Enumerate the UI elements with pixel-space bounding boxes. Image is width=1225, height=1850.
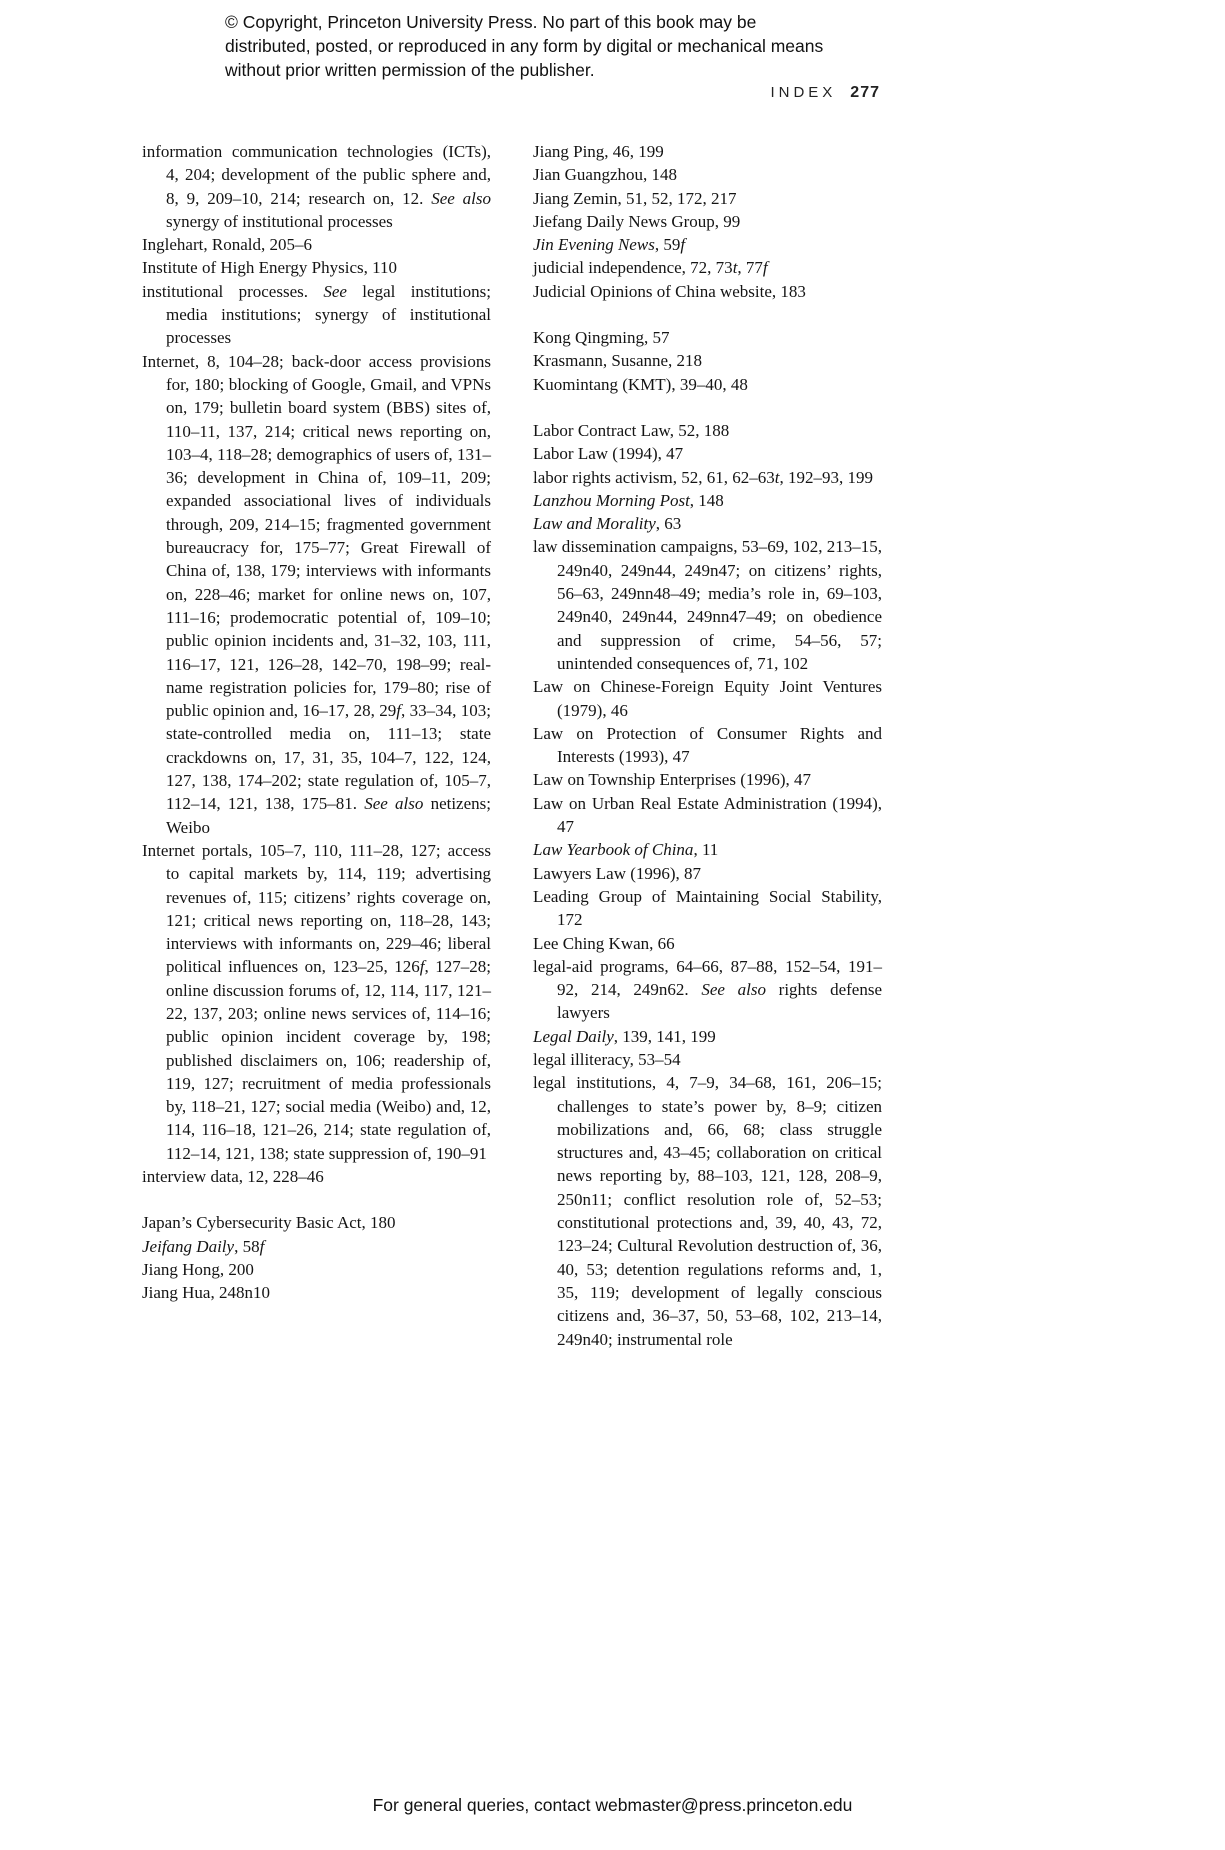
index-entry-text-segment: , 192–93, 199 [779,467,873,487]
index-entry-text-segment: Law on Protection of Consumer Rights and Interests (1993), 47 [533,723,882,767]
index-entry [533,163,882,186]
index-entry-text-segment: Labor Contract Law, 52, 188 [533,420,730,440]
index-entry-text-segment: Institute of High Energy Physics, 110 [142,258,397,278]
index-entry [533,489,882,512]
running-head [770,84,880,102]
index-entry-text-segment: Internet, 8, 104–28; back-door access provisions for, 180; blocking of Google, Gmail, and VPNs on, 179; bulletin board system (BBS) sites of, 110–11, 137, 214; critical news reporting on, 103–4, 118–28; demographics of users of, 131–36; development in China of, 109–11, 209; expanded associational lives of individuals through, 209, 214–15; fragmented government bureaucracy for, 175–77; Great Firewall of China of, 138, 179; interviews with informants on, 228–46; market for online news on, 107, 111–16; prodemocratic potential of, 109–10; public opinion incidents and, 31–32, 103, 111, 116–17, 121, 126–28, 142–70, 198–99; real-name registration policies for, 179–80; rise of public opinion and, 16–17, 28, 29 [142,351,491,721]
index-entry-text-segment: , 77 [737,258,763,278]
index-entry-text-segment: Inglehart, Ronald, 205–6 [142,235,312,255]
index-entry [142,350,491,839]
index-columns [142,140,882,1351]
index-entry [533,373,882,396]
index-entry [142,1235,491,1258]
index-entry [142,280,491,350]
index-entry [533,768,882,791]
index-entry-text-segment: Japan’s Cybersecurity Basic Act, 180 [142,1213,396,1233]
index-entry-italic-segment: f [396,701,401,721]
index-entry-text-segment: synergy of institutional processes [166,211,393,231]
index-entry [142,1281,491,1304]
index-entry-text-segment: Kong Qingming, 57 [533,328,670,348]
index-entry-text-segment: law dissemination campaigns, 53–69, 102, 213–15, 249n40, 249n44, 249n47; on citizens’ rights, 56–63, 249nn48–49; media’s role in, 69–103, 249n40, 249n44, 249nn47–49; on obedience and suppression of crime, 54–56, 57; unintended consequences of, 71, 102 [533,537,882,673]
index-entry [142,140,491,233]
index-entry [533,326,882,349]
index-entry-text-segment: Jiang Ping, 46, 199 [533,142,664,161]
index-entry-text-segment: Jiefang Daily News Group, 99 [533,211,741,231]
index-entry-text-segment: Law on Urban Real Estate Administration (1994), 47 [533,793,882,837]
index-entry [533,932,882,955]
index-entry-text-segment: Kuomintang (KMT), 39–40, 48 [533,374,748,394]
index-entry-text-segment: , 59 [654,235,681,255]
index-entry [533,349,882,372]
index-entry-italic-segment: f [680,235,686,255]
index-entry-italic-segment: Law Yearbook of China [533,840,694,860]
index-entry [533,792,882,839]
index-entry-text-segment: Jiang Hua, 248n10 [142,1283,270,1303]
index-entry-italic-segment: Law and Morality [533,514,656,534]
index-entry-text-segment: Law on Chinese-Foreign Equity Joint Ventures (1979), 46 [533,677,882,720]
index-entry-text-segment: Internet portals, 105–7, 110, 111–28, 127; access to capital markets by, 114, 119; advertising revenues of, 115; citizens’ rights coverage on, 121; critical news reporting on, 118–28, 143; interviews with informants on, 229–46; liberal political influences on, 123–25, 126 [142,840,491,977]
copyright-notice: © Copyright, Princeton University Press. No part of this book may be distributed, posted, or reproduced in any form by digital or mechanical means without prior written permission of the publisher. [225,12,824,80]
footer-text: For general queries, contact [372,1795,596,1815]
index-entry [533,1048,882,1071]
index-entry [533,419,882,442]
index-entry [533,885,882,932]
index-entry-text-segment: netizens; Weibo [166,794,491,837]
index-entry [142,1258,491,1281]
index-entry [533,512,882,535]
index-entry-text-segment: judicial independence, 72, 73 [533,258,733,278]
index-entry [533,187,882,210]
index-entry-text-segment: institutional processes. [142,281,324,301]
index-entry-text-segment: information communication technologies (ICTs), 4, 204; development of the public sphere and, 8, 9, 209–10, 214; research on, 12. [142,142,491,208]
index-entry-italic-segment: f [259,1236,265,1256]
footer-email: webmaster@press.princeton.edu [595,1795,853,1815]
index-entry [533,675,882,722]
index-entry-text-segment: Lee Ching Kwan, 66 [533,933,675,953]
index-entry-text-segment: , 148 [689,490,724,510]
index-column-left [142,140,491,1351]
index-entry-text-segment: , 33–34, 103; state-controlled media on, 111–13; state crackdowns on, 17, 31, 35, 104–7, 122, 124, 127, 138, 174–202; state regulation of, 105–7, 112–14, 121, 138, 175–81. [166,701,491,814]
index-entry-text-segment: legal-aid programs, 64–66, 87–88, 152–54, 191–92, 214, 249n62. [533,956,882,1000]
index-entry-text-segment: Labor Law (1994), 47 [533,444,684,464]
index-entry [142,839,491,1165]
index-entry [533,862,882,885]
index-column-right [533,140,882,1351]
index-entry-text-segment: labor rights activism, 52, 61, 62–63 [533,467,775,487]
index-entry-text-segment: Lawyers Law (1996), 87 [533,863,702,883]
page-number: 277 [850,84,880,101]
index-entry-text-segment: , 127–28; online discussion forums of, 12, 114, 117, 121–22, 137, 203; online news services of, 114–16; public opinion incident coverage by, 198; published disclaimers on, 106; readership of, 119, 127; recruitment of media professionals by, 118–21, 127; social media (Weibo) and, 12, 114, 116–18, 121–26, 214; state regulation of, 112–14, 121, 138; state suppression of, 190–91 [166,957,491,1163]
index-entry-italic-segment: See also [431,188,492,208]
index-entry [533,1025,882,1048]
index-entry [533,466,882,489]
index-entry-text-segment: legal institutions; media institutions; synergy of institutional processes [166,281,491,348]
index-entry-italic-segment: Lanzhou Morning Post [533,490,690,510]
index-entry [533,256,882,279]
index-entry-text-segment: Jiang Hong, 200 [142,1259,254,1279]
index-entry-text-segment: Jiang Zemin, 51, 52, 172, 217 [533,188,737,208]
index-entry-italic-segment: See also [364,794,424,814]
index-entry [533,140,882,163]
index-entry [533,722,882,769]
index-entry-text-segment: , 139, 141, 199 [613,1026,716,1046]
footer-queries-line [0,1795,1225,1816]
index-entry-text-segment: , 58 [234,1236,260,1256]
index-entry [533,1071,882,1351]
index-entry-italic-segment: t [774,467,780,487]
index-entry-text-segment: Leading Group of Maintaining Social Stability, 172 [533,886,882,930]
index-entry-text-segment: interview data, 12, 228–46 [142,1167,324,1187]
index-entry-text-segment: legal illiteracy, 53–54 [533,1049,681,1069]
index-entry-text-segment: Law on Township Enterprises (1996), 47 [533,770,812,790]
index-entry-text-segment: Krasmann, Susanne, 218 [533,351,703,371]
index-entry [533,210,882,233]
index-entry-italic-segment: f [419,957,425,977]
index-entry [142,1165,491,1188]
index-entry [142,1211,491,1234]
index-entry-italic-segment: See [323,281,347,301]
index-entry-italic-segment: Jin Evening News [533,235,655,255]
index-entry [533,838,882,861]
index-entry [533,535,882,675]
index-entry-italic-segment: Jeifang Daily [142,1236,235,1256]
index-entry [533,280,882,303]
index-entry [142,233,491,256]
index-entry [142,256,491,279]
index-entry-text-segment: Jian Guangzhou, 148 [533,165,678,185]
index-entry [533,442,882,465]
index-heading-label: INDEX [770,84,837,101]
index-entry-text-segment: , 11 [693,840,719,860]
index-entry [533,233,882,256]
index-entry-text-segment: rights defense lawyers [557,980,882,1023]
index-entry-text-segment: Judicial Opinions of China website, 183 [533,281,806,301]
index-entry-text-segment: , 63 [655,514,682,534]
index-entry [533,955,882,1025]
index-entry-italic-segment: See also [701,980,766,1000]
index-entry-italic-segment: Legal Daily [533,1026,614,1046]
index-entry-italic-segment: f [762,258,768,278]
index-entry-text-segment: legal institutions, 4, 7–9, 34–68, 161, 206–15; challenges to state’s power by, 8–9; citizen mobilizations and, 66, 68; class struggle structures and, 43–45; collaboration on critical news reporting by, 88–103, 121, 128, 208–9, 250n11; conflict resolution role of, 52–53; constitutional protections and, 39, 40, 43, 72, 123–24; Cultural Revolution destruction of, 36, 40, 53; detention regulations reforms and, 1, 35, 119; development of legally conscious citizens and, 36–37, 50, 53–68, 102, 213–14, 249n40; instrumental role [533,1073,882,1349]
index-entry-italic-segment: t [732,258,738,278]
